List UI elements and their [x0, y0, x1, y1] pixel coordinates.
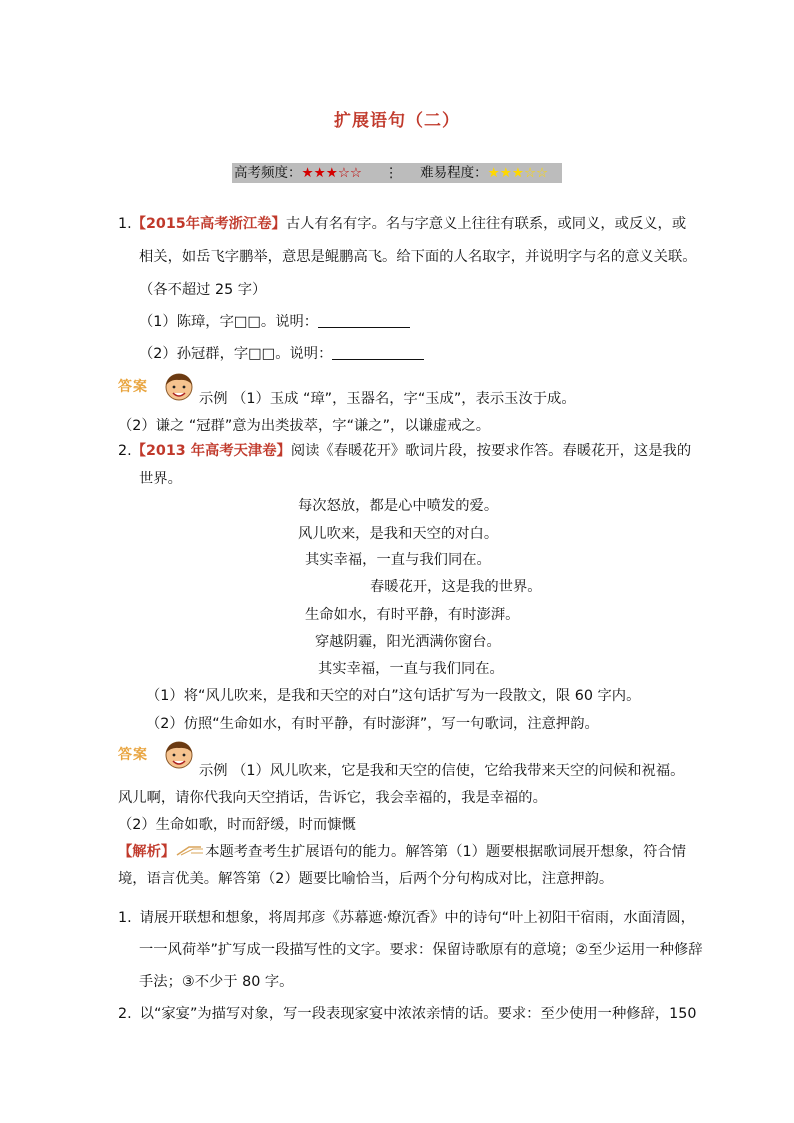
question-1-sub-1-text: （1）陈璋，字□□。说明：: [139, 314, 319, 330]
practice-1-line-1: [118, 907, 695, 927]
practice-1-line-3: 手法；③不少于 80 字。: [139, 974, 294, 990]
lyric-line: 其实幸福，一直与我们同在。: [305, 552, 491, 568]
question-2-sub-1: （1）将“风儿吹来，是我和天空的对白”这句话扩写为一段散文，限 60 字内。: [146, 688, 641, 704]
answer-blank[interactable]: [318, 313, 410, 328]
practice-2-number: 2.: [118, 1006, 132, 1022]
answer-2-line-3: （2）生命如歌，时而舒缓，时而慷慨: [118, 817, 356, 833]
question-2-line-1: [118, 440, 691, 460]
answer-blank[interactable]: [332, 345, 424, 360]
answer-1-line-2: （2）谦之 “冠群”意为出类拔萃，字“谦之”，以谦虚戒之。: [118, 418, 491, 434]
answer-2-line-1: 示例 （1）风儿吹来，它是我和天空的信使，它给我带来天空的问候和祝福。: [199, 763, 685, 779]
answer-2-line-2: 风儿啊，请你代我向天空捎话，告诉它，我会幸福的，我是幸福的。: [118, 790, 547, 806]
analysis-tag: 【解析】: [118, 844, 176, 860]
frequency-stars-filled: ★★★: [301, 165, 338, 181]
answer-badge: [118, 740, 200, 770]
question-1-number: 1.: [118, 216, 132, 232]
question-1-sub-1: [139, 311, 410, 331]
answer-badge: [118, 372, 200, 402]
question-1-text-3: （各不超过 25 字）: [139, 282, 267, 298]
question-1-sub-2-text: （2）孙冠群，字□□。说明：: [139, 346, 333, 362]
answer-label: 答案: [118, 379, 148, 395]
question-2-text-2: 世界。: [139, 471, 182, 487]
analysis-text-1: 本题考查考生扩展语句的能力。解答第（1）题要根据歌词展开想象，符合情: [205, 844, 687, 860]
question-1-line-1: [118, 213, 686, 233]
practice-1-line-2: 一一风荷举”扩写成一段描写性的文字。要求：保留诗歌原有的意境；②至少运用一种修辞: [139, 942, 703, 958]
answer-1-line-1: 示例 （1）玉成 “璋”，玉器名，字“玉成”，表示玉汝于成。: [199, 391, 576, 407]
question-2-sub-2: （2）仿照“生命如水，有时平静，有时澎湃”，写一句歌词，注意押韵。: [146, 716, 599, 732]
pen-note-icon: [175, 844, 205, 858]
cartoon-face-icon: [162, 740, 196, 770]
difficulty-stars-filled: ★★★: [487, 165, 524, 181]
question-2-number: 2.: [118, 443, 132, 459]
question-2-source-tag: 【2013 年高考天津卷】: [131, 443, 291, 459]
question-1-source-tag: 【2015年高考浙江卷】: [131, 216, 286, 232]
lyric-line: 每次怒放，都是心中喷发的爱。: [298, 498, 499, 514]
rating-separator: ⋮: [384, 165, 398, 181]
answer-label: 答案: [118, 747, 148, 763]
frequency-label: 高考频度：: [234, 165, 302, 181]
question-1-text-1: 古人有名有字。名与字意义上往往有联系，或同义，或反义，或: [285, 216, 687, 232]
lyric-line: 生命如水，有时平静，有时澎湃。: [305, 607, 520, 623]
practice-1-number: 1.: [118, 910, 132, 926]
cartoon-face-icon: [162, 372, 196, 402]
page-title: 扩展语句（二）: [334, 111, 460, 131]
lyric-line: 风儿吹来，是我和天空的对白。: [298, 526, 499, 542]
question-1-sub-2: [139, 343, 424, 363]
difficulty-label: 难易程度：: [420, 165, 488, 181]
difficulty-stars-empty: ☆☆: [523, 165, 549, 181]
question-1-text-2: 相关，如岳飞字鹏举，意思是鲲鹏高飞。给下面的人名取字，并说明字与名的意义关联。: [139, 249, 697, 265]
lyric-line: 春暖花开，这是我的世界。: [370, 579, 542, 595]
rating-bar: [232, 163, 562, 183]
practice-2-text-1: 以“家宴”为描写对象，写一段表现家宴中浓浓亲情的话。要求：至少使用一种修辞，150: [139, 1006, 697, 1022]
lyric-line: 穿越阴霾，阳光洒满你窗台。: [315, 634, 501, 650]
lyric-line: 其实幸福，一直与我们同在。: [318, 661, 504, 677]
frequency-stars-empty: ☆☆: [337, 165, 363, 181]
question-2-text-1: 阅读《春暖花开》歌词片段，按要求作答。春暖花开，这是我的: [290, 443, 692, 459]
practice-2-line-1: [118, 1003, 696, 1023]
analysis-line-2: 境，语言优美。解答第（2）题要比喻恰当，后两个分句构成对比，注意押韵。: [118, 871, 614, 887]
practice-1-text-1: 请展开联想和想象，将周邦彦《苏幕遮·燎沉香》中的诗句“叶上初阳干宿雨，水面清圆，: [139, 910, 695, 926]
analysis-line-1: [118, 841, 686, 861]
